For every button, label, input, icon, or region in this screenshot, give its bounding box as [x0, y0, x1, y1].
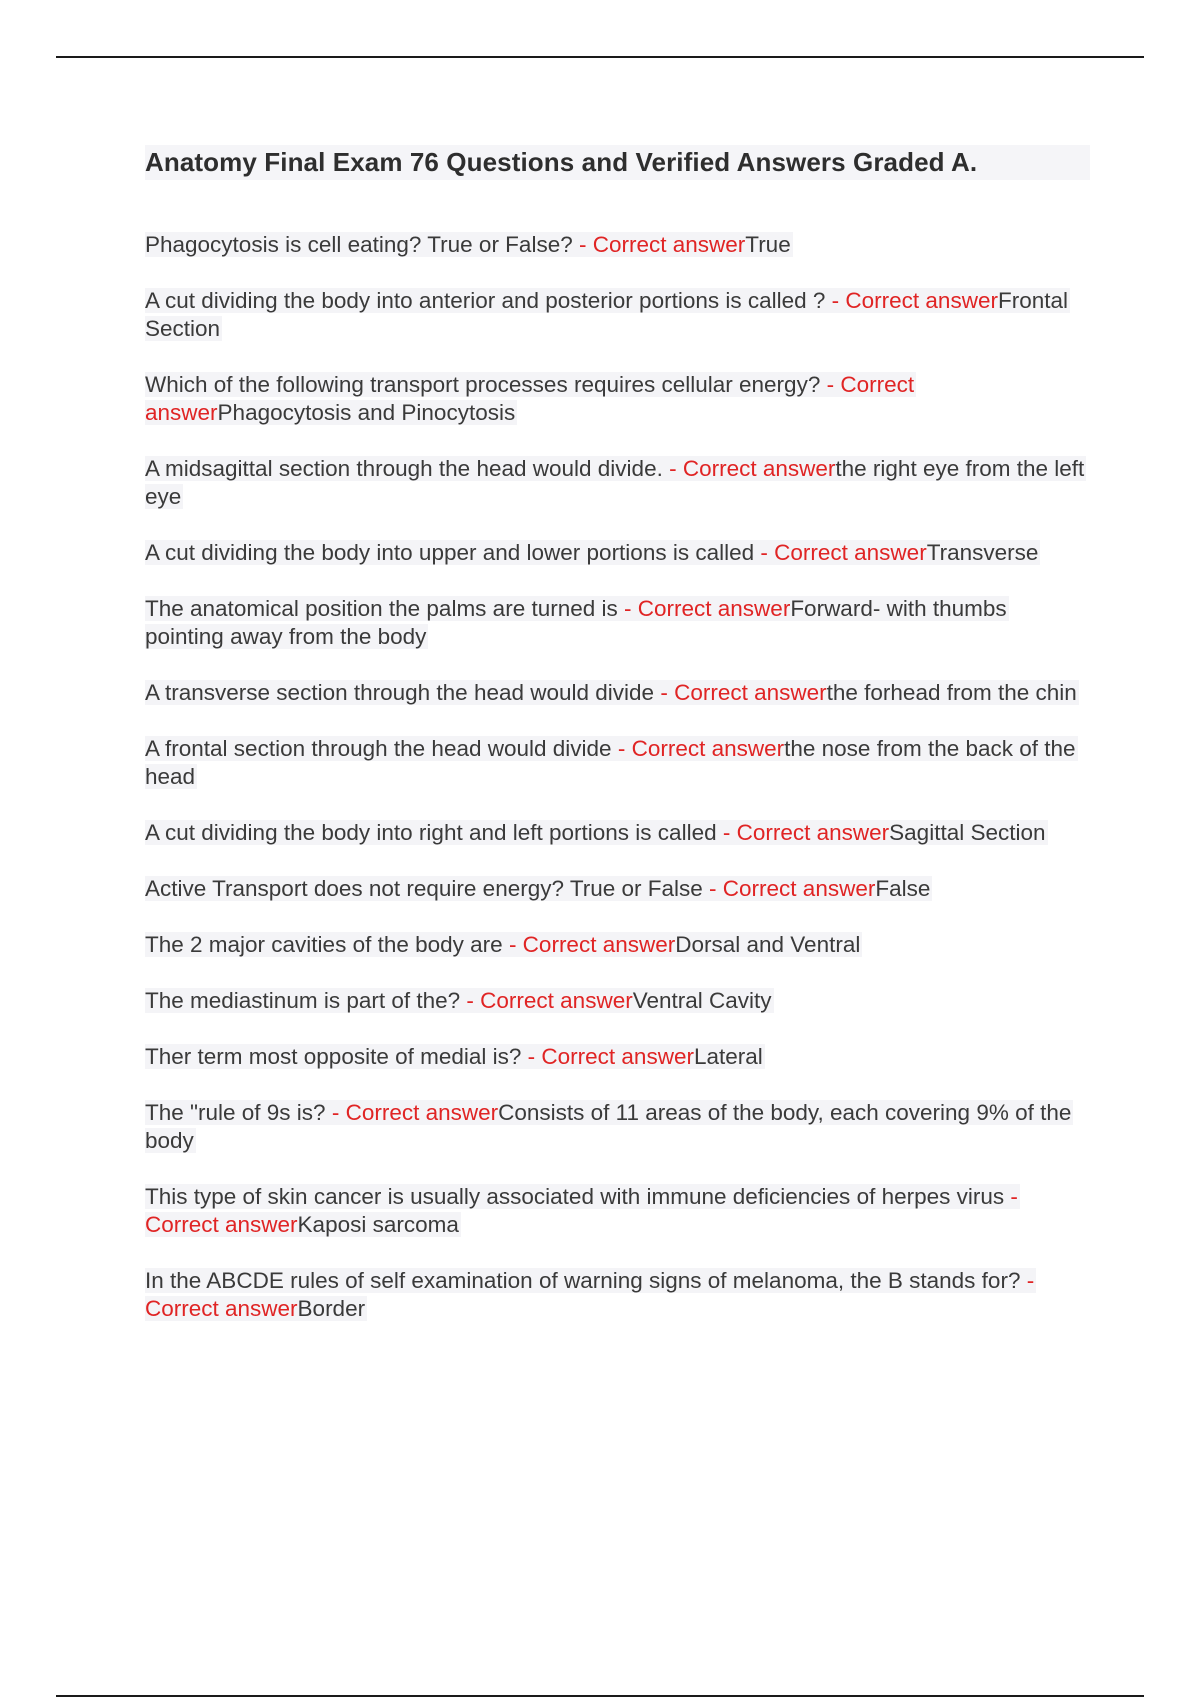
- qa-item: [145, 1099, 1090, 1155]
- document-content: [145, 145, 1090, 1351]
- top-rule: [56, 56, 1144, 58]
- qa-item: [145, 819, 1090, 847]
- correct-answer-label: - Correct answer: [521, 1044, 694, 1069]
- question-text: Active Transport does not require energy? True or False: [145, 876, 703, 901]
- answer-text: Consists of 11 areas of the body, each covering 9% of the body: [145, 1100, 1072, 1153]
- correct-answer-label: - Correct answer: [145, 1184, 1018, 1237]
- qa-item: [145, 1267, 1090, 1323]
- qa-item: [145, 735, 1090, 791]
- qa-item: [145, 1183, 1090, 1239]
- correct-answer-label: - Correct answer: [702, 876, 876, 901]
- correct-answer-label: - Correct answer: [572, 232, 746, 257]
- question-text: The 2 major cavities of the body are: [145, 932, 503, 957]
- qa-item: [145, 1043, 1090, 1071]
- correct-answer-label: - Correct answer: [617, 596, 791, 621]
- question-text: Which of the following transport processes requires cellular energy?: [145, 372, 821, 397]
- qa-item: [145, 987, 1090, 1015]
- qa-item: [145, 231, 1090, 259]
- correct-answer-label: - Correct answer: [460, 988, 633, 1013]
- question-text: A cut dividing the body into right and left portions is called: [145, 820, 717, 845]
- question-text: A midsagittal section through the head would divide.: [145, 456, 663, 481]
- qa-item: [145, 287, 1090, 343]
- answer-text: Kaposi sarcoma: [297, 1212, 459, 1237]
- correct-answer-label: - Correct answer: [611, 736, 785, 761]
- question-text: Ther term most opposite of medial is?: [145, 1044, 522, 1069]
- qa-item: [145, 371, 1090, 427]
- question-text: A frontal section through the head would divide: [145, 736, 612, 761]
- question-text: Phagocytosis is cell eating? True or False?: [145, 232, 573, 257]
- question-text: A cut dividing the body into upper and lower portions is called: [145, 540, 755, 565]
- qa-item: [145, 931, 1090, 959]
- answer-text: Frontal Section: [145, 288, 1068, 341]
- correct-answer-label: - Correct answer: [654, 680, 827, 705]
- qa-item: [145, 875, 1090, 903]
- answer-text: Border: [297, 1296, 366, 1321]
- correct-answer-label: - Correct answer: [145, 1268, 1035, 1321]
- question-text: A transverse section through the head would divide: [145, 680, 655, 705]
- document-title: Anatomy Final Exam 76 Questions and Verified Answers Graded A.: [145, 145, 1090, 180]
- qa-item: [145, 539, 1090, 567]
- answer-text: the right eye from the left eye: [145, 456, 1085, 509]
- answer-text: the forhead from the chin: [826, 680, 1077, 705]
- question-text: This type of skin cancer is usually associated with immune deficiencies of herpes virus: [145, 1184, 1005, 1209]
- correct-answer-label: - Correct answer: [145, 372, 915, 425]
- correct-answer-label: - Correct answer: [502, 932, 676, 957]
- correct-answer-label: - Correct answer: [325, 1100, 499, 1125]
- question-text: In the ABCDE rules of self examination of warning signs of melanoma, the B stands for?: [145, 1268, 1021, 1293]
- question-text: The "rule of 9s is?: [145, 1100, 326, 1125]
- answer-text: Forward- with thumbs pointing away from the body: [145, 596, 1007, 649]
- question-text: The mediastinum is part of the?: [145, 988, 461, 1013]
- answer-text: Lateral: [693, 1044, 763, 1069]
- correct-answer-label: - Correct answer: [825, 288, 998, 313]
- correct-answer-label: - Correct answer: [754, 540, 927, 565]
- answer-text: True: [745, 232, 791, 257]
- answer-text: the nose from the back of the head: [145, 736, 1076, 789]
- answer-text: Dorsal and Ventral: [675, 932, 861, 957]
- correct-answer-label: - Correct answer: [662, 456, 836, 481]
- qa-list: [145, 231, 1090, 1323]
- answer-text: Transverse: [926, 540, 1039, 565]
- question-text: The anatomical position the palms are turned is: [145, 596, 618, 621]
- bottom-rule: [56, 1695, 1144, 1697]
- qa-item: [145, 455, 1090, 511]
- qa-item: [145, 679, 1090, 707]
- question-text: A cut dividing the body into anterior and posterior portions is called ?: [145, 288, 826, 313]
- answer-text: Ventral Cavity: [632, 988, 772, 1013]
- answer-text: Sagittal Section: [889, 820, 1046, 845]
- qa-item: [145, 595, 1090, 651]
- correct-answer-label: - Correct answer: [716, 820, 890, 845]
- answer-text: Phagocytosis and Pinocytosis: [217, 400, 516, 425]
- answer-text: False: [875, 876, 931, 901]
